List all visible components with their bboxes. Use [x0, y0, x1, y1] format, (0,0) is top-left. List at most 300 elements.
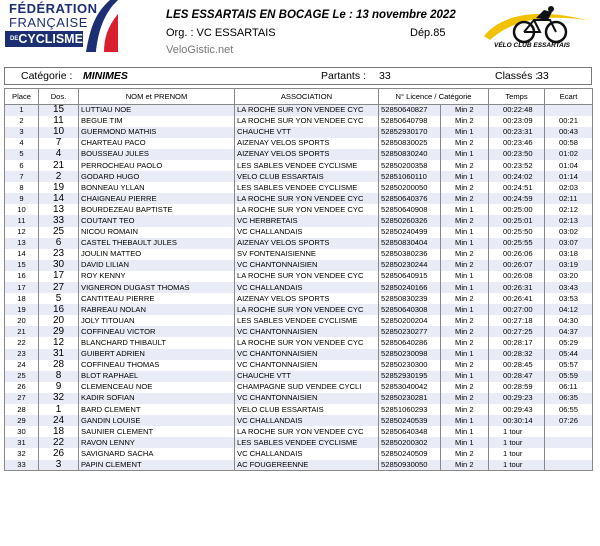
cell-association: LA ROCHE SUR YON VENDEE CYC [235, 304, 379, 315]
table-row [5, 415, 593, 426]
cell-time: 00:27:25 [489, 326, 545, 337]
cell-gap: 03:19 [545, 260, 593, 271]
cell-dossard: 12 [39, 337, 79, 348]
cell-dossard: 26 [39, 448, 79, 459]
table-row [5, 215, 593, 226]
cell-gap: 03:18 [545, 249, 593, 260]
cell-gap: 02:12 [545, 204, 593, 215]
cell-gap: 05:59 [545, 371, 593, 382]
table-row [5, 127, 593, 138]
cell-association: VC CHANTONNAISIEN [235, 360, 379, 371]
cell-place: 26 [5, 382, 39, 393]
cell-name: SAVIGNARD SACHA [79, 448, 235, 459]
cell-dossard: 6 [39, 238, 79, 249]
cell-dossard: 16 [39, 304, 79, 315]
cell-association: VC HERBRETAIS [235, 215, 379, 226]
results-body [5, 105, 593, 471]
cell-association: AC FOUGEREENNE [235, 460, 379, 471]
cell-association: VELO CLUB ESSARTAIS [235, 171, 379, 182]
cell-dossard: 5 [39, 293, 79, 304]
table-row [5, 371, 593, 382]
cell-licence: 52850830239 [379, 293, 441, 304]
cell-gap: 03:07 [545, 238, 593, 249]
cell-place: 11 [5, 215, 39, 226]
cell-association: VC CHALLANDAIS [235, 448, 379, 459]
cell-name: COFFINEAU THOMAS [79, 360, 235, 371]
cell-name: SAUNIER CLEMENT [79, 426, 235, 437]
cell-gap [545, 448, 593, 459]
table-row [5, 105, 593, 116]
cell-association: LA ROCHE SUR YON VENDEE CYC [235, 193, 379, 204]
cell-licence: 52850230277 [379, 326, 441, 337]
cell-licence: 52850640827 [379, 105, 441, 116]
cell-category: Min 2 [441, 193, 489, 204]
cell-place: 17 [5, 282, 39, 293]
cell-licence: 52850240166 [379, 282, 441, 293]
cell-gap: 04:12 [545, 304, 593, 315]
cell-association: VC CHALLANDAIS [235, 415, 379, 426]
category-label: Catégorie : [21, 70, 73, 82]
cell-place: 9 [5, 193, 39, 204]
cell-place: 16 [5, 271, 39, 282]
table-row [5, 204, 593, 215]
cell-dossard: 29 [39, 326, 79, 337]
cell-place: 15 [5, 260, 39, 271]
cell-place: 13 [5, 238, 39, 249]
table-row [5, 282, 593, 293]
cell-time: 00:25:50 [489, 227, 545, 238]
cell-category: Min 1 [441, 171, 489, 182]
cell-name: CASTEL THEBAULT JULES [79, 238, 235, 249]
cell-name: PAPIN CLEMENT [79, 460, 235, 471]
cell-place: 24 [5, 360, 39, 371]
cell-association: LES SABLES VENDEE CYCLISME [235, 315, 379, 326]
table-row [5, 171, 593, 182]
cell-association: CHAMPAGNE SUD VENDEE CYCLI [235, 382, 379, 393]
cell-licence: 52850240539 [379, 415, 441, 426]
cell-licence: 52850640286 [379, 337, 441, 348]
cell-category: Min 1 [441, 127, 489, 138]
cell-name: CANTITEAU PIERRE [79, 293, 235, 304]
table-row [5, 382, 593, 393]
cell-category: Min 2 [441, 293, 489, 304]
cell-time: 00:30:14 [489, 415, 545, 426]
cell-dossard: 9 [39, 382, 79, 393]
table-row [5, 326, 593, 337]
table-row [5, 260, 593, 271]
classes-value: 33 [537, 70, 549, 82]
cell-dossard: 33 [39, 215, 79, 226]
race-department: Dép.85 [410, 27, 446, 39]
cell-place: 22 [5, 337, 39, 348]
cell-licence: 52850230300 [379, 360, 441, 371]
cell-dossard: 30 [39, 260, 79, 271]
cell-gap: 01:04 [545, 160, 593, 171]
cell-gap: 00:58 [545, 138, 593, 149]
cell-dossard: 28 [39, 360, 79, 371]
federation-logo-prefix: DE [10, 36, 19, 42]
cell-dossard: 4 [39, 149, 79, 160]
cell-licence: 52850830240 [379, 149, 441, 160]
table-row [5, 404, 593, 415]
cell-association: LES SABLES VENDEE CYCLISME [235, 182, 379, 193]
cell-association: LA ROCHE SUR YON VENDEE CYC [235, 271, 379, 282]
cell-name: JOLY TITOUAN [79, 315, 235, 326]
cell-time: 00:26:41 [489, 293, 545, 304]
cell-name: LUTTIAU NOE [79, 105, 235, 116]
cell-gap: 00:21 [545, 116, 593, 127]
cell-name: BOUSSEAU JULES [79, 149, 235, 160]
cell-category: Min 1 [441, 238, 489, 249]
cell-licence: 52852930195 [379, 371, 441, 382]
category-value: MINIMES [83, 70, 128, 82]
cell-gap: 05:57 [545, 360, 593, 371]
federation-logo [0, 0, 118, 56]
cell-name: CLEMENCEAU NOE [79, 382, 235, 393]
cell-association: AIZENAY VELOS SPORTS [235, 293, 379, 304]
cell-dossard: 15 [39, 105, 79, 116]
cell-association: VELO CLUB ESSARTAIS [235, 404, 379, 415]
cell-association: VC CHANTONNAISIEN [235, 326, 379, 337]
cell-place: 7 [5, 171, 39, 182]
table-row [5, 238, 593, 249]
cell-time: 00:23:09 [489, 116, 545, 127]
cell-place: 14 [5, 249, 39, 260]
tricolor-swoosh-icon [84, 0, 118, 56]
cell-dossard: 8 [39, 371, 79, 382]
table-row [5, 249, 593, 260]
cell-dossard: 7 [39, 138, 79, 149]
cell-licence: 52850200050 [379, 182, 441, 193]
cell-name: CHAIGNEAU PIERRE [79, 193, 235, 204]
table-row [5, 393, 593, 404]
cell-category: Min 1 [441, 426, 489, 437]
cell-dossard: 17 [39, 271, 79, 282]
cell-time: 00:26:06 [489, 249, 545, 260]
cell-category: Min 1 [441, 437, 489, 448]
cell-licence: 52850260326 [379, 215, 441, 226]
cell-association: VC CHANTONNAISIEN [235, 349, 379, 360]
cell-dossard: 10 [39, 127, 79, 138]
cell-place: 20 [5, 315, 39, 326]
federation-logo-line3 [10, 32, 83, 46]
cell-time: 00:22:48 [489, 105, 545, 116]
cell-category: Min 1 [441, 204, 489, 215]
cell-licence: 52850240499 [379, 227, 441, 238]
cell-association: LES SABLES VENDEE CYCLISME [235, 160, 379, 171]
cell-dossard: 20 [39, 315, 79, 326]
cell-licence: 52850930050 [379, 460, 441, 471]
table-row [5, 360, 593, 371]
cell-gap: 07:26 [545, 415, 593, 426]
cell-place: 33 [5, 460, 39, 471]
race-organizer: Org. : VC ESSARTAIS [166, 27, 276, 39]
cell-time: 00:28:47 [489, 371, 545, 382]
federation-logo-cyclisme: CYCLISME [18, 32, 83, 46]
col-header-place: Place [5, 89, 39, 105]
cell-licence: 52850200204 [379, 315, 441, 326]
velogistic-site: VeloGistic.net [166, 44, 234, 56]
cell-time: 1 tour [489, 426, 545, 437]
cell-licence: 52851060110 [379, 171, 441, 182]
cell-category: Min 2 [441, 160, 489, 171]
cell-place: 3 [5, 127, 39, 138]
cell-dossard: 25 [39, 227, 79, 238]
table-row [5, 349, 593, 360]
cell-name: BEGUE TIM [79, 116, 235, 127]
cell-licence: 52850200302 [379, 437, 441, 448]
table-row [5, 149, 593, 160]
cell-name: BONNEAU YLLAN [79, 182, 235, 193]
cell-name: GODARD HUGO [79, 171, 235, 182]
col-header-dossard: Dos. [39, 89, 79, 105]
cell-gap: 02:13 [545, 215, 593, 226]
cell-gap: 04:30 [545, 315, 593, 326]
col-header-time: Temps [489, 89, 545, 105]
cell-name: GANDIN LOUISE [79, 415, 235, 426]
cell-association: CHAUCHE VTT [235, 127, 379, 138]
cell-dossard: 1 [39, 404, 79, 415]
cell-time: 00:28:32 [489, 349, 545, 360]
cell-place: 23 [5, 349, 39, 360]
cell-category: Min 2 [441, 360, 489, 371]
cell-gap: 04:37 [545, 326, 593, 337]
cell-time: 00:26:07 [489, 260, 545, 271]
cell-place: 12 [5, 227, 39, 238]
cell-licence: 52850200358 [379, 160, 441, 171]
cell-name: RAVON LENNY [79, 437, 235, 448]
table-row [5, 293, 593, 304]
cell-dossard: 27 [39, 282, 79, 293]
table-row [5, 337, 593, 348]
cell-time: 1 tour [489, 460, 545, 471]
cell-category: Min 1 [441, 415, 489, 426]
cell-time: 00:23:52 [489, 160, 545, 171]
cell-time: 1 tour [489, 437, 545, 448]
cell-time: 00:25:55 [489, 238, 545, 249]
table-row [5, 460, 593, 471]
cell-dossard: 23 [39, 249, 79, 260]
cell-category: Min 2 [441, 182, 489, 193]
cell-category: Min 2 [441, 138, 489, 149]
cell-name: JOULIN MATTEO [79, 249, 235, 260]
cell-place: 30 [5, 426, 39, 437]
table-row [5, 182, 593, 193]
cell-place: 19 [5, 304, 39, 315]
cell-time: 00:24:51 [489, 182, 545, 193]
cell-dossard: 13 [39, 204, 79, 215]
cell-time: 00:25:01 [489, 215, 545, 226]
cell-category: Min 1 [441, 371, 489, 382]
cell-place: 18 [5, 293, 39, 304]
partants-value: 33 [379, 70, 391, 82]
cell-gap: 03:53 [545, 293, 593, 304]
table-row [5, 315, 593, 326]
cell-association: LA ROCHE SUR YON VENDEE CYC [235, 204, 379, 215]
col-header-licence: N° Licence / Catégorie [379, 89, 489, 105]
table-header-row [5, 89, 593, 105]
cell-name: BLOT RAPHAEL [79, 371, 235, 382]
cell-licence: 52850640915 [379, 271, 441, 282]
results-table [4, 88, 593, 471]
col-header-association: ASSOCIATION [235, 89, 379, 105]
cell-time: 1 tour [489, 448, 545, 459]
cell-gap [545, 437, 593, 448]
cell-association: VC CHALLANDAIS [235, 227, 379, 238]
cell-gap: 06:11 [545, 382, 593, 393]
cell-name: COFFINEAU VICTOR [79, 326, 235, 337]
cell-place: 29 [5, 415, 39, 426]
cell-licence: 52850380236 [379, 249, 441, 260]
cell-place: 25 [5, 371, 39, 382]
cell-name: GUERMOND MATHIS [79, 127, 235, 138]
cell-association: AIZENAY VELOS SPORTS [235, 138, 379, 149]
cell-gap: 01:14 [545, 171, 593, 182]
table-row [5, 227, 593, 238]
cell-category: Min 1 [441, 349, 489, 360]
cell-category: Min 1 [441, 304, 489, 315]
cell-association: CHAUCHE VTT [235, 371, 379, 382]
table-row [5, 426, 593, 437]
cell-place: 21 [5, 326, 39, 337]
cell-licence: 52850640798 [379, 116, 441, 127]
cell-place: 32 [5, 448, 39, 459]
cell-category: Min 2 [441, 215, 489, 226]
cell-time: 00:29:43 [489, 404, 545, 415]
cell-category: Min 2 [441, 448, 489, 459]
cell-place: 28 [5, 404, 39, 415]
cell-licence: 52850230244 [379, 260, 441, 271]
cell-category: Min 2 [441, 249, 489, 260]
cell-licence: 52850240509 [379, 448, 441, 459]
cell-time: 00:26:08 [489, 271, 545, 282]
cell-time: 00:27:00 [489, 304, 545, 315]
cell-dossard: 18 [39, 426, 79, 437]
cell-time: 00:29:23 [489, 393, 545, 404]
table-row [5, 160, 593, 171]
cell-name: BLANCHARD THIBAULT [79, 337, 235, 348]
cell-gap: 01:02 [545, 149, 593, 160]
cell-licence: 52850830404 [379, 238, 441, 249]
cell-association: SV FONTENAISIENNE [235, 249, 379, 260]
cell-time: 00:28:45 [489, 360, 545, 371]
cell-category: Min 2 [441, 116, 489, 127]
cell-time: 00:23:31 [489, 127, 545, 138]
cell-name: BARD CLEMENT [79, 404, 235, 415]
cell-association: AIZENAY VELOS SPORTS [235, 149, 379, 160]
cell-time: 00:23:46 [489, 138, 545, 149]
cell-place: 31 [5, 437, 39, 448]
cell-licence: 52850640308 [379, 304, 441, 315]
table-row [5, 448, 593, 459]
cell-dossard: 24 [39, 415, 79, 426]
cell-gap: 06:55 [545, 404, 593, 415]
cell-dossard: 32 [39, 393, 79, 404]
col-header-gap: Ecart [545, 89, 593, 105]
table-row [5, 116, 593, 127]
cell-name: KADIR SOFIAN [79, 393, 235, 404]
federation-logo-line1: FÉDÉRATION [9, 1, 98, 16]
cell-place: 1 [5, 105, 39, 116]
cell-name: CHARTEAU PACO [79, 138, 235, 149]
cell-name: BOURDEZEAU BAPTISTE [79, 204, 235, 215]
cell-time: 00:24:02 [489, 171, 545, 182]
cell-place: 10 [5, 204, 39, 215]
cell-association: LA ROCHE SUR YON VENDEE CYC [235, 116, 379, 127]
category-bar [4, 67, 592, 85]
cell-gap: 03:43 [545, 282, 593, 293]
cell-association: LA ROCHE SUR YON VENDEE CYC [235, 105, 379, 116]
cell-gap [545, 460, 593, 471]
cell-name: NICOU ROMAIN [79, 227, 235, 238]
cell-category: Min 2 [441, 404, 489, 415]
cell-time: 00:24:59 [489, 193, 545, 204]
cell-licence: 52850640376 [379, 193, 441, 204]
table-row [5, 271, 593, 282]
cell-name: PERROCHEAU PAOLO [79, 160, 235, 171]
cell-association: AIZENAY VELOS SPORTS [235, 238, 379, 249]
cell-licence: 52852930170 [379, 127, 441, 138]
cell-category: Min 2 [441, 460, 489, 471]
cell-name: VIGNERON DUGAST THOMAS [79, 282, 235, 293]
cell-association: VC CHANTONNAISIEN [235, 393, 379, 404]
cell-licence: 52850230098 [379, 349, 441, 360]
col-header-name: NOM et PRENOM [79, 89, 235, 105]
cell-dossard: 22 [39, 437, 79, 448]
cell-time: 00:25:00 [489, 204, 545, 215]
cell-licence: 52851060293 [379, 404, 441, 415]
cell-category: Min 2 [441, 393, 489, 404]
cell-place: 8 [5, 182, 39, 193]
cell-licence: 52850640908 [379, 204, 441, 215]
cell-gap: 02:11 [545, 193, 593, 204]
cell-gap [545, 105, 593, 116]
cell-name: DAVID LILIAN [79, 260, 235, 271]
cell-category: Min 2 [441, 382, 489, 393]
partants-label: Partants : [321, 70, 366, 82]
cell-licence: 52853040042 [379, 382, 441, 393]
cell-place: 2 [5, 116, 39, 127]
cell-gap: 03:20 [545, 271, 593, 282]
club-logo-name: VÉLO CLUB ESSARTAIS [494, 42, 570, 49]
cell-association: LA ROCHE SUR YON VENDEE CYC [235, 337, 379, 348]
classes-label: Classés : [495, 70, 539, 82]
cell-gap: 03:02 [545, 227, 593, 238]
cell-dossard: 11 [39, 116, 79, 127]
cell-name: GUIBERT ADRIEN [79, 349, 235, 360]
cell-time: 00:26:31 [489, 282, 545, 293]
cell-category: Min 1 [441, 271, 489, 282]
table-row [5, 304, 593, 315]
cell-time: 00:23:50 [489, 149, 545, 160]
cell-name: ROY KENNY [79, 271, 235, 282]
cell-category: Min 2 [441, 315, 489, 326]
cell-association: LES SABLES VENDEE CYCLISME [235, 437, 379, 448]
table-row [5, 437, 593, 448]
cell-licence: 52850230281 [379, 393, 441, 404]
cell-time: 00:28:59 [489, 382, 545, 393]
federation-logo-line2: FRANÇAISE [9, 15, 88, 30]
cell-category: Min 2 [441, 105, 489, 116]
cell-gap: 00:43 [545, 127, 593, 138]
cell-dossard: 3 [39, 460, 79, 471]
cell-place: 5 [5, 149, 39, 160]
cell-dossard: 2 [39, 171, 79, 182]
cell-category: Min 1 [441, 282, 489, 293]
cell-dossard: 14 [39, 193, 79, 204]
cell-gap: 05:29 [545, 337, 593, 348]
cell-category: Min 2 [441, 260, 489, 271]
